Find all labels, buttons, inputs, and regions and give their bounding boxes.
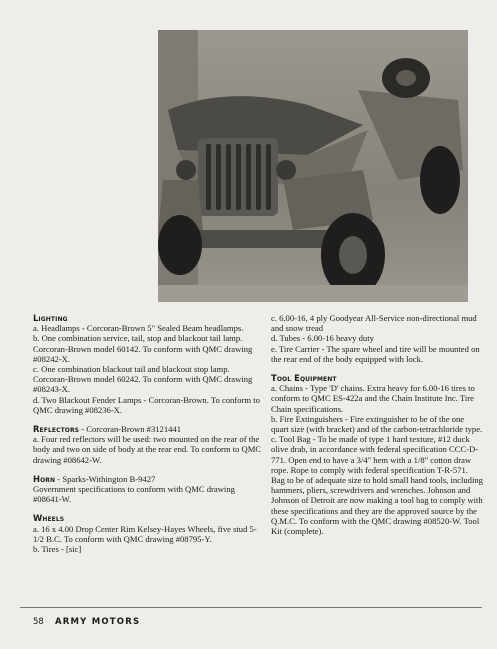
publication-title: ARMY MOTORS [55,617,141,627]
section-heading-detail: - Corcoran-Brown #3121441 [79,424,182,435]
right-column [271,313,483,536]
footer-rule [20,607,482,608]
spec-item: e. Tire Carrier - The spare wheel and tire will be mounted on the rear end of the body equipped with lock. [271,343,480,364]
spec-item: d. Tubes - 6.00-16 heavy duty [271,333,374,344]
spec-item: b. Tires - [sic] [33,544,82,555]
spec-item: c. Tool Bag - To be made of type 1 hard texture, #12 duck olive drab, in accordance with federal specification CCC-D-771. Open end to have a 3/4" hem with a 1/8" cotton draw rope. Rope to comply with federal specification T-R-571. Bag to be of adequate size to hold small hand tools, including hammers, pliers, screwdrivers and wrenches. Johnson and Johnson of Detroit are now making a tool bag to comply with these specifications and they are the approved source by the Q.M.C. To conform with the QMC drawing #08520-W. Tool Kit (complete). [271,434,483,537]
page-footer [33,617,140,627]
spec-item: b. Fire Extinguishers - Fire extinguisher to be of the one quart size (with bracket) and of the carbon-tetrachloride type. [271,413,483,435]
section-heading: Tool Equipment [271,373,337,384]
spec-item: a. Four red reflectors will be used: two mounted on the rear of the body and two on side of body at the rear end. To conform to QMC drawing #08642-W. [33,434,262,465]
reflectors-section [33,424,263,434]
tool-equipment-section [271,373,483,383]
left-column [33,313,263,554]
spec-item: c. 6.00-16, 4 ply Goodyear All-Service non-directional mud and snow tread [271,313,477,334]
section-heading: Reflectors [33,424,80,435]
section-heading: Wheels [33,513,65,524]
jeep-illustration [158,30,468,302]
section-heading-detail: - Sparks-Withington B-9427 [55,473,156,484]
section-heading: Lighting [33,313,68,323]
spec-item: a. Chains - Type 'D' chains. Extra heavy for 6.00-16 tires to conform to QMC ES-422a and the Chain Institute Inc. Tire Chain specifications. [271,383,475,414]
spec-item: d. Two Blackout Fender Lamps - Corcoran-Brown. To conform to QMC drawing #08236-X. [33,394,260,415]
spec-item: a. 16 x 4.00 Drop Center Rim Kelsey-Hayes Wheels, five stud 5-1/2 B.C. To conform with QMC drawing #08795-Y. [33,523,257,544]
section-heading: Horn [33,473,56,484]
jeep-photo [158,30,468,302]
spec-item: Government specifications to conform with QMC drawing #08641-W. [33,484,235,505]
lighting-section [33,313,263,323]
spec-item: c. One combination blackout tail and blackout stop lamp. Corcoran-Brown model 60242. To conform with QMC drawing #08243-X. [33,364,253,395]
spec-item: a. Headlamps - Corcoran-Brown 5" Sealed Beam headlamps. [33,323,244,334]
horn-section [33,474,263,484]
spec-item: b. One combination service, tail, stop and blackout tail lamp. Corcoran-Brown model 60142. To conform with QMC drawing #08242-X. [33,333,253,364]
page-number: 58 [33,617,44,627]
wheels-section [33,513,263,523]
